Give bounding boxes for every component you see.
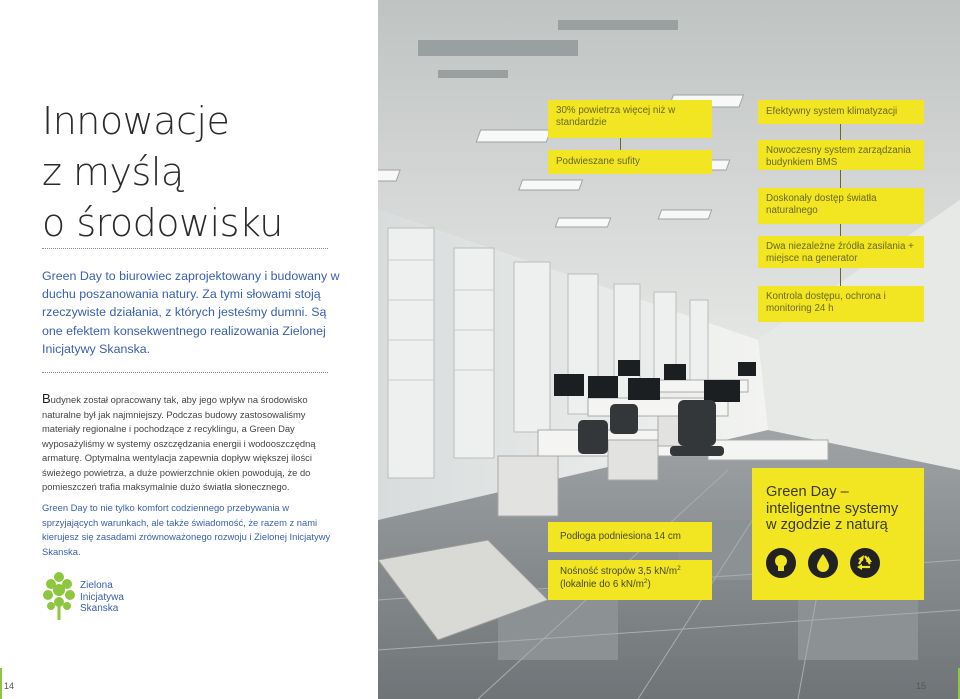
floor-load-line-2: (lokalnie do 6 $kN/m^2$) (560, 577, 651, 590)
body-paragraph-1-text: udynek został opracowany tak, aby jego wpływ na środowisko naturalne był jak najmniejszy. Podczas budowy zastosowaliśmy materiały regionalne i pochodzące z recyklingu, a Green Day wyposażyliśmy w systemy oszczędzania energii i wodooszczędną armaturę. Optymalna wentylacja zapewnia dopływ większej ilości świeżego powietrza, a duże powierzchnie okien powodują, że do pomieszczeń trafia maksymalnie dużo światła słonecznego. (42, 394, 316, 492)
callout-connector (840, 222, 841, 236)
callout-daylight: Doskonały dostęp światła naturalnego (758, 188, 924, 224)
callout-power: Dwa niezależne źródła zasilania + miejsce na generator (758, 236, 924, 268)
floor-load-line-1 (560, 566, 700, 579)
tree-icon (42, 571, 76, 621)
lightbulb-icon (766, 548, 796, 578)
logo-line-1: Zielona (80, 580, 113, 591)
logo-line-3: Skanska (80, 603, 119, 614)
intro-paragraph: Green Day to biurowiec zaprojektowany i budowany w duchu poszanowania natury. Za tymi słowami stoją rzeczywiste działania, z których jesteśmy dumni. Są one efektem konsekwentnego realizowania Zielonej Inicjatywy Skanska. (42, 269, 340, 356)
title-line-1: Innowacje (42, 99, 230, 143)
floor-load-sup-2: 2 (643, 577, 648, 585)
page-title (42, 96, 362, 249)
panel-icons (766, 548, 880, 578)
dotted-divider-middle (42, 372, 328, 373)
dotted-divider-top (42, 248, 328, 249)
title-line-3: o środowisku (42, 201, 283, 245)
page-number-left: 14 (4, 681, 15, 691)
body-paragraph-1 (42, 392, 342, 495)
callout-floor-load (548, 560, 712, 600)
callout-connector (620, 138, 621, 150)
body-paragraph-2: Green Day to nie tylko komfort codziennego przebywania w sprzyjających warunkach, ale także świadomość, że razem z nami kierujesz się zasadami zrównoważonego rozwoju i Zielonej Inicjatywy Skanska. (42, 502, 331, 557)
recycle-icon (850, 548, 880, 578)
callout-ceilings: Podwieszane sufity (548, 150, 712, 174)
logo-wordmark (80, 580, 124, 615)
callout-connector (840, 168, 841, 190)
floor-load-text-1: Nośność stropów 3,5 kN/m (560, 566, 678, 577)
floor-load-sup-1: 2 (677, 565, 681, 572)
panel-title: Green Day – inteligentne systemy w zgodzie z naturą (766, 484, 899, 533)
water-drop-icon (808, 548, 838, 578)
callout-security: Kontrola dostępu, ochrona i monitoring 24 h (758, 286, 924, 322)
callout-fresh-air: 30% powietrza więcej niż w standardzie (548, 100, 712, 138)
floor-load-text-2: (lokalnie do 6 kN/m (560, 578, 644, 590)
callout-connector (840, 266, 841, 286)
callout-connector (840, 122, 841, 142)
callout-raised-floor: Podłoga podniesiona 14 cm (548, 522, 712, 552)
left-edge-bar (0, 668, 2, 699)
title-line-2: z myślą (42, 150, 184, 194)
callout-bms: Nowoczesny system zarządzania budynkiem BMS (758, 140, 924, 170)
drop-cap: B (42, 391, 51, 406)
callout-ac: Efektywny system klimatyzacji (758, 100, 924, 124)
logo-line-2: Inicjatywa (80, 591, 124, 603)
green-day-panel (752, 468, 924, 600)
page-number-right: 15 (915, 681, 926, 691)
